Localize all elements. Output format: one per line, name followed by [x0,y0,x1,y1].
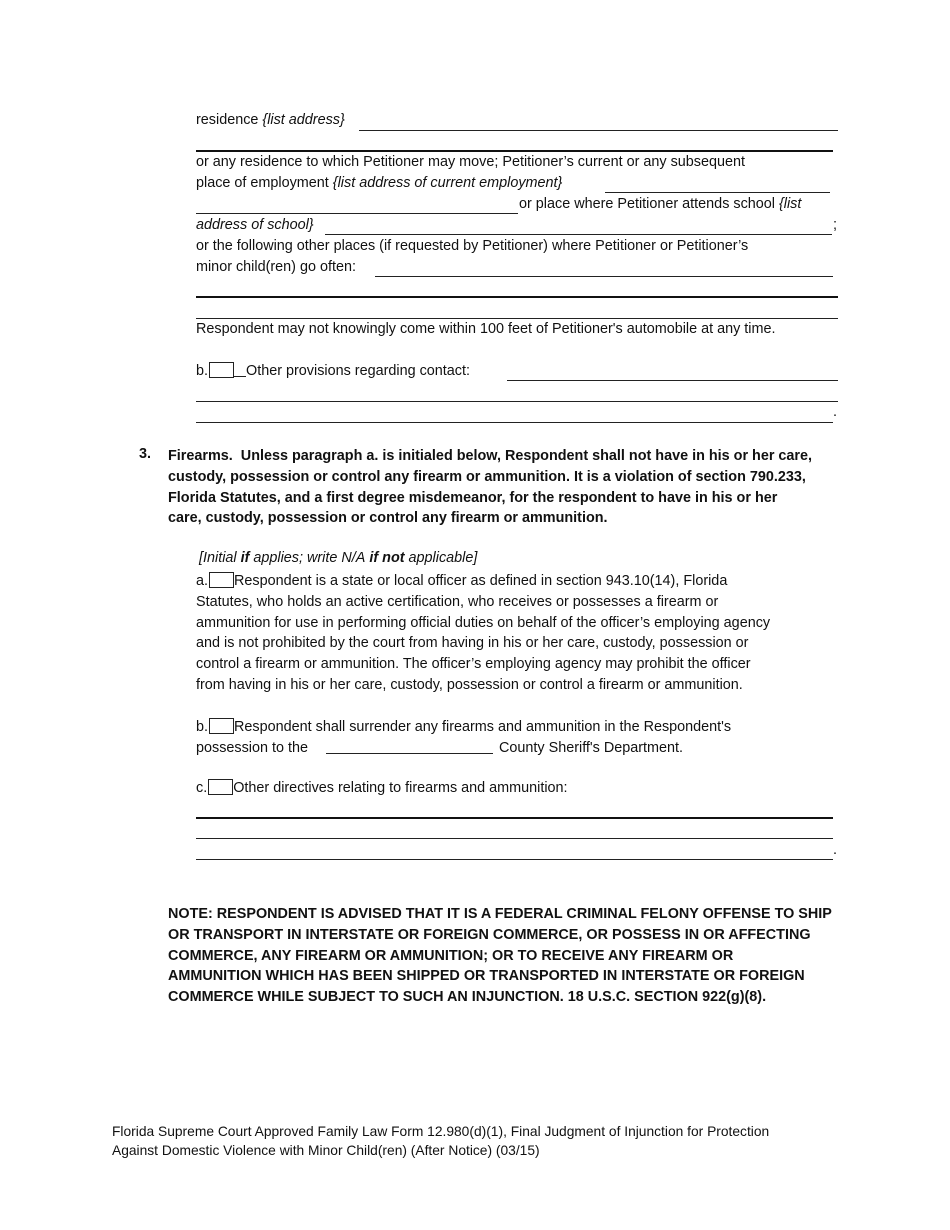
section-number: 3. [139,446,152,462]
other-provisions-label: Other provisions regarding contact: [246,363,470,379]
other-places-field-2[interactable] [196,296,838,298]
note-line: COMMERCE WHILE SUBJECT TO SUCH AN INJUNCTION. 18 U.S.C. SECTION 922(g)(8). [168,989,767,1006]
other-provisions-field[interactable] [507,380,838,381]
school-hint-2: address of school} [196,217,314,233]
employment-line [196,175,562,191]
firearms-heading: Firearms. [168,448,233,464]
b-prefix: b. [196,719,209,735]
b-line: Respondent shall surrender any firearms and ammunition in the Respondent's [234,719,732,735]
page-footer [112,1122,769,1160]
c-prefix: c. [196,780,208,796]
period: . [833,404,837,420]
employment-address-field-2[interactable] [196,213,518,214]
school-line [519,196,801,212]
a-initial-box[interactable] [209,572,234,588]
paragraph-a [196,571,770,696]
a-line: and is not prohibited by the court from having in his or her care, custody, possession or [196,635,749,652]
county-field[interactable] [326,739,493,754]
residence-address-field[interactable] [359,130,838,131]
note-line: AMMUNITION WHICH HAS BEEN SHIPPED OR TRANSPORTED IN INTERSTATE OR FOREIGN [168,968,805,985]
employment-label: place of employment [196,175,329,191]
a-prefix: a. [196,573,209,589]
paragraph-b [196,717,731,759]
footer-line: Against Domestic Violence with Minor Child(ren) (After Notice) (03/15) [112,1143,540,1158]
firearms-line: Unless paragraph a. is initialed below, Respondent shall not have in his or her care, [240,448,813,464]
residence-line [196,112,345,128]
moving-text: or any residence to which Petitioner may move; Petitioner’s current or any subsequent [196,154,745,170]
employment-address-field[interactable] [605,192,830,193]
other-provisions-field-2[interactable] [196,401,838,402]
school-hint: {list [778,196,802,212]
period: . [833,842,837,858]
semicolon: ; [833,217,837,233]
school-text: or place where Petitioner attends school [519,196,775,212]
a-line: from having in his or her care, custody, possession or control a firearm or ammunition. [196,676,743,693]
residence-label: residence [196,112,259,128]
a-line: Respondent is a state or local officer as defined in section 943.10(14), Florida [234,573,728,589]
automobile-text: Respondent may not knowingly come within 100 feet of Petitioner's automobile at any time. [196,321,776,337]
firearms-line: care, custody, possession or control any firearm or ammunition. [168,510,608,527]
minor-children-label: minor child(ren) go often: [196,259,356,275]
note-line: NOTE: RESPONDENT IS ADVISED THAT IT IS A FEDERAL CRIMINAL FELONY OFFENSE TO SHIP [168,906,832,922]
residence-hint: {list address} [262,112,345,128]
firearms-paragraph [168,446,848,529]
school-address-line [196,217,314,233]
paragraph-c [196,779,568,796]
c-directives-field-2[interactable] [196,838,833,839]
other-places-field[interactable] [375,276,833,277]
employment-hint: {list address of current employment} [332,175,563,191]
a-line: Statutes, who holds an active certification, who receives or possesses a firearm or [196,593,719,610]
b-line: County Sheriff's Department. [499,739,684,756]
initial-instruction: [Initial if applies; write N/A if not applicable] [199,550,478,566]
footer-line: Florida Supreme Court Approved Family Law Form 12.980(d)(1), Final Judgment of Injunction for Protection [112,1124,770,1139]
a-line: control a firearm or ammunition. The officer’s employing agency may prohibit the officer [196,656,751,673]
other-places-text: or the following other places (if requested by Petitioner) where Petitioner or Petitioner’s [196,238,749,254]
note-line: COMMERCE, ANY FIREARM OR AMMUNITION; OR TO RECEIVE ANY FIREARM OR [168,947,734,964]
other-provisions-field-3[interactable] [196,422,833,423]
other-provisions-initial-box[interactable] [209,362,234,378]
other-provisions-prefix: b. [196,363,209,379]
residence-address-field-2[interactable] [196,150,833,152]
b-initial-box[interactable] [209,718,234,734]
c-directives-field[interactable] [196,817,833,819]
c-directives-field-3[interactable] [196,859,833,860]
other-provisions-line [196,362,470,379]
federal-note [168,904,848,1008]
c-label: Other directives relating to firearms and ammunition: [233,780,568,796]
school-address-field[interactable] [325,234,832,235]
firearms-line: Florida Statutes, and a first degree misdemeanor, for the respondent to have in his or her [168,489,778,506]
other-places-field-3[interactable] [196,318,838,319]
c-initial-box[interactable] [208,779,233,795]
firearms-line: custody, possession or control any firearm or ammunition. It is a violation of section 790.233, [168,468,806,485]
b-line: possession to the [196,739,308,756]
a-line: ammunition for use in performing official duties on behalf of the officer’s employing agency [196,614,771,631]
note-line: OR TRANSPORT IN INTERSTATE OR FOREIGN COMMERCE, OR POSSESS IN OR AFFECTING [168,926,811,943]
